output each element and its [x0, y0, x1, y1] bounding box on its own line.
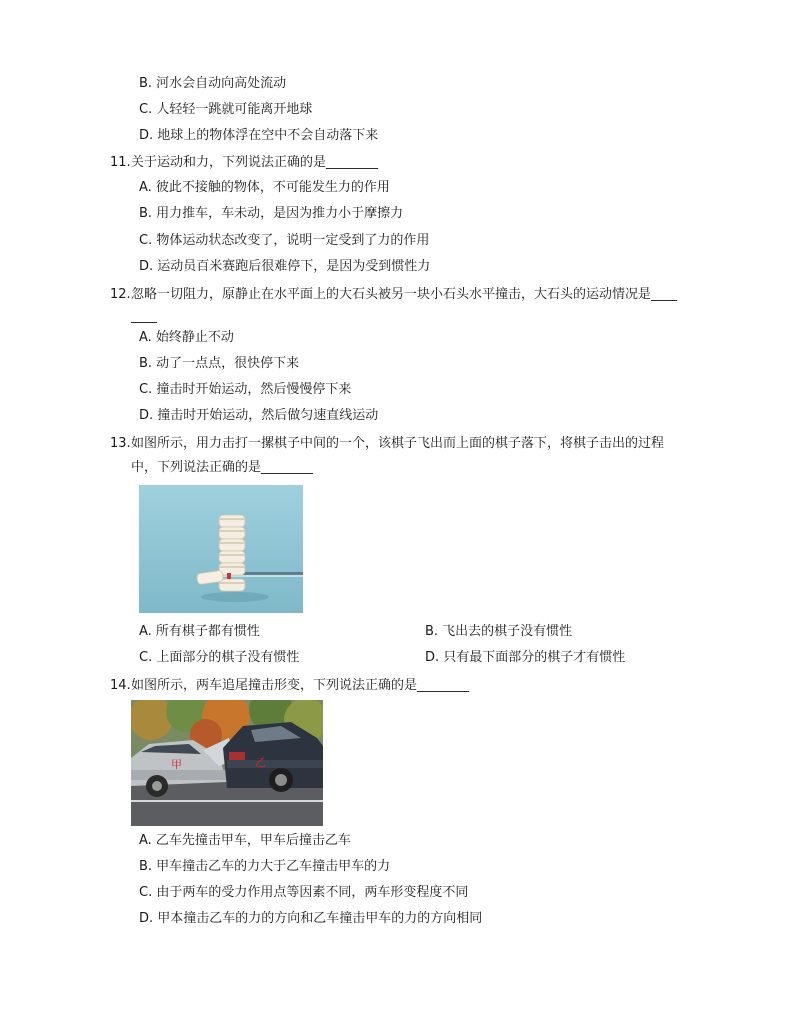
q13-stem-line2: 中，下列说法正确的是________	[131, 460, 314, 475]
q10-option-d: D. 地球上的物体浮在空中不会自动落下来	[139, 128, 379, 143]
q13-stem-line1: 如图所示，用力击打一摞棋子中间的一个，该棋子飞出而上面的棋子落下，将棋子击出的过程	[131, 436, 665, 451]
q12-option-b: B. 动了一点点，很快停下来	[139, 356, 300, 371]
car-collision-photo	[131, 700, 323, 826]
q14-number: 14.	[110, 678, 131, 693]
q12-option-c: C. 撞击时开始运动，然后慢慢停下来	[139, 382, 352, 397]
q10-option-c: C. 人轻轻一跳就可能离开地球	[139, 102, 313, 117]
q11-option-d: D. 运动员百米赛跑后很难停下，是因为受到惯性力	[139, 259, 431, 274]
q12-option-d: D. 撞击时开始运动，然后做匀速直线运动	[139, 408, 379, 423]
q11-option-b: B. 用力推车，车未动，是因为推力小于摩擦力	[139, 206, 404, 221]
car-label-yi: 乙	[255, 756, 266, 769]
q12-stem-line1: 忽略一切阻力，原静止在水平面上的大石头被另一块小石头水平撞击，大石头的运动情况是____	[131, 287, 678, 302]
checkers-stack-photo	[139, 485, 303, 613]
q14-stem: 如图所示，两车追尾撞击形变，下列说法正确的是________	[131, 678, 470, 693]
q12-number: 12.	[110, 287, 131, 302]
q14-option-d: D. 甲本撞击乙车的力的方向和乙车撞击甲车的力的方向相同	[139, 911, 483, 926]
car-label-jia: 甲	[171, 758, 182, 771]
q11-stem: 关于运动和力，下列说法正确的是________	[131, 155, 379, 170]
q14-option-c: C. 由于两车的受力作用点等因素不同，两车形变程度不同	[139, 885, 469, 900]
q10-option-b: B. 河水会自动向高处流动	[139, 76, 287, 91]
q11-option-a: A. 彼此不接触的物体，不可能发生力的作用	[139, 180, 390, 195]
q13-option-d: D. 只有最下面部分的棋子才有惯性	[425, 650, 626, 665]
q11-option-c: C. 物体运动状态改变了，说明一定受到了力的作用	[139, 233, 430, 248]
q13-option-a: A. 所有棋子都有惯性	[139, 624, 260, 639]
q14-option-a: A. 乙车先撞击甲车，甲车后撞击乙车	[139, 833, 351, 848]
q12-option-a: A. 始终静止不动	[139, 330, 234, 345]
q13-option-c: C. 上面部分的棋子没有惯性	[139, 650, 300, 665]
q11-number: 11.	[110, 155, 131, 170]
q13-option-b: B. 飞出去的棋子没有惯性	[425, 624, 573, 639]
q13-number: 13.	[110, 436, 131, 451]
q14-option-b: B. 甲车撞击乙车的力大于乙车撞击甲车的力	[139, 859, 391, 874]
q12-stem-line2: ____	[131, 309, 157, 324]
